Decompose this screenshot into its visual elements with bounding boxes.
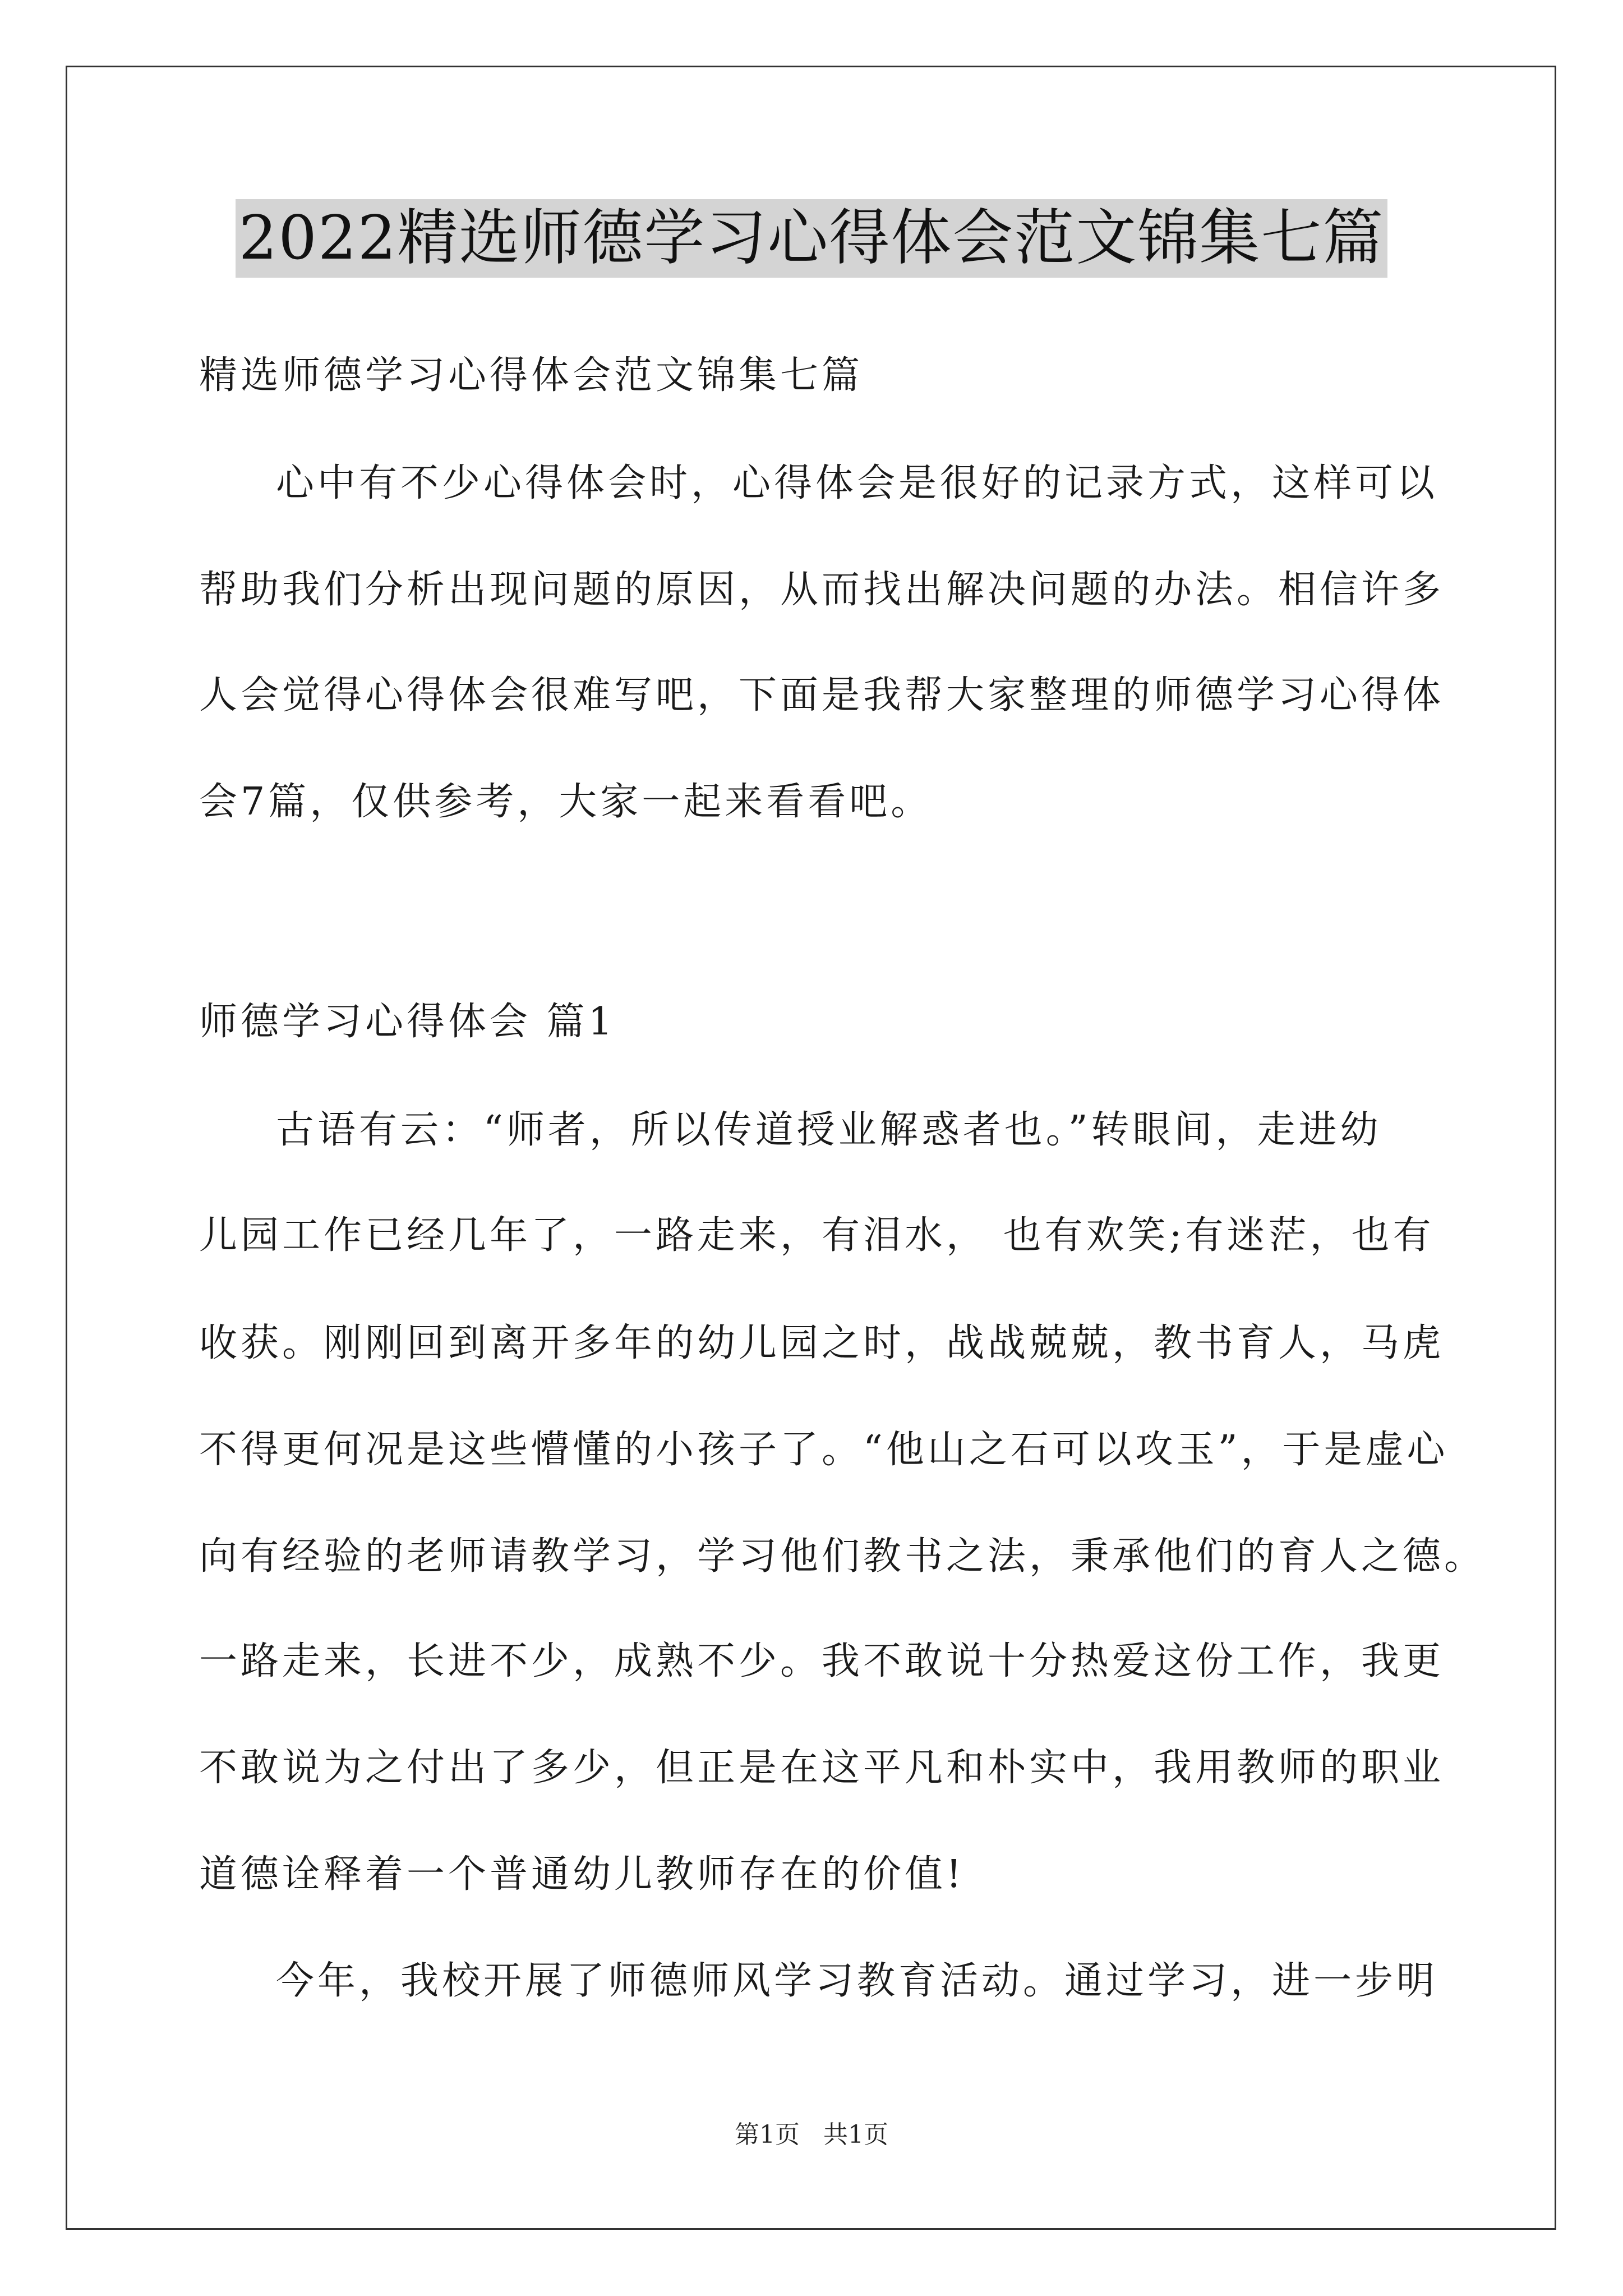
- section-line-9: 今年，我校开展了师德师风学习教育活动。通过学习，进一步明: [276, 1959, 1438, 2003]
- section-line-3: 收获。刚刚回到离开多年的幼儿园之时，战战兢兢，教书育人，马虎: [199, 1321, 1445, 1365]
- intro-line-1: 心中有不少心得体会时，心得体会是很好的记录方式，这样可以: [276, 461, 1438, 505]
- section-line-7: 不敢说为之付出了多少，但正是在这平凡和朴实中，我用教师的职业: [199, 1746, 1445, 1790]
- intro-line-3: 人会觉得心得体会很难写吧，下面是我帮大家整理的师德学习心得体: [199, 673, 1445, 717]
- page-number: 第1页: [735, 2120, 800, 2149]
- intro-line-4: 会7篇，仅供参考，大家一起来看看吧。: [199, 780, 933, 824]
- document-subtitle: 精选师德学习心得体会范文锦集七篇: [199, 353, 864, 398]
- page-footer: [0, 2119, 1623, 2151]
- section-line-5: 向有经验的老师请教学习，学习他们教书之法，秉承他们的育人之德。: [199, 1534, 1486, 1579]
- document-title: 2022精选师德学习心得体会范文锦集七篇: [236, 199, 1388, 278]
- section-line-4: 不得更何况是这些懵懂的小孩子了。“他山之石可以攻玉”，于是虚心: [199, 1428, 1449, 1472]
- title-container: [0, 199, 1623, 278]
- page-total: 共1页: [823, 2120, 888, 2149]
- section-line-6: 一路走来，长进不少，成熟不少。我不敢说十分热爱这份工作，我更: [199, 1639, 1445, 1683]
- section-line-8: 道德诠释着一个普通幼儿教师存在的价值!: [199, 1852, 965, 1897]
- intro-line-2: 帮助我们分析出现问题的原因，从而找出解决问题的办法。相信许多: [199, 568, 1445, 612]
- section-line-1: 古语有云：“师者，所以传道授业解惑者也。”转眼间，走进幼: [276, 1108, 1382, 1152]
- section-line-2: 儿园工作已经几年了，一路走来，有泪水， 也有欢笑;有迷茫，也有: [199, 1213, 1435, 1258]
- section-heading: 师德学习心得体会 篇1: [199, 1000, 616, 1044]
